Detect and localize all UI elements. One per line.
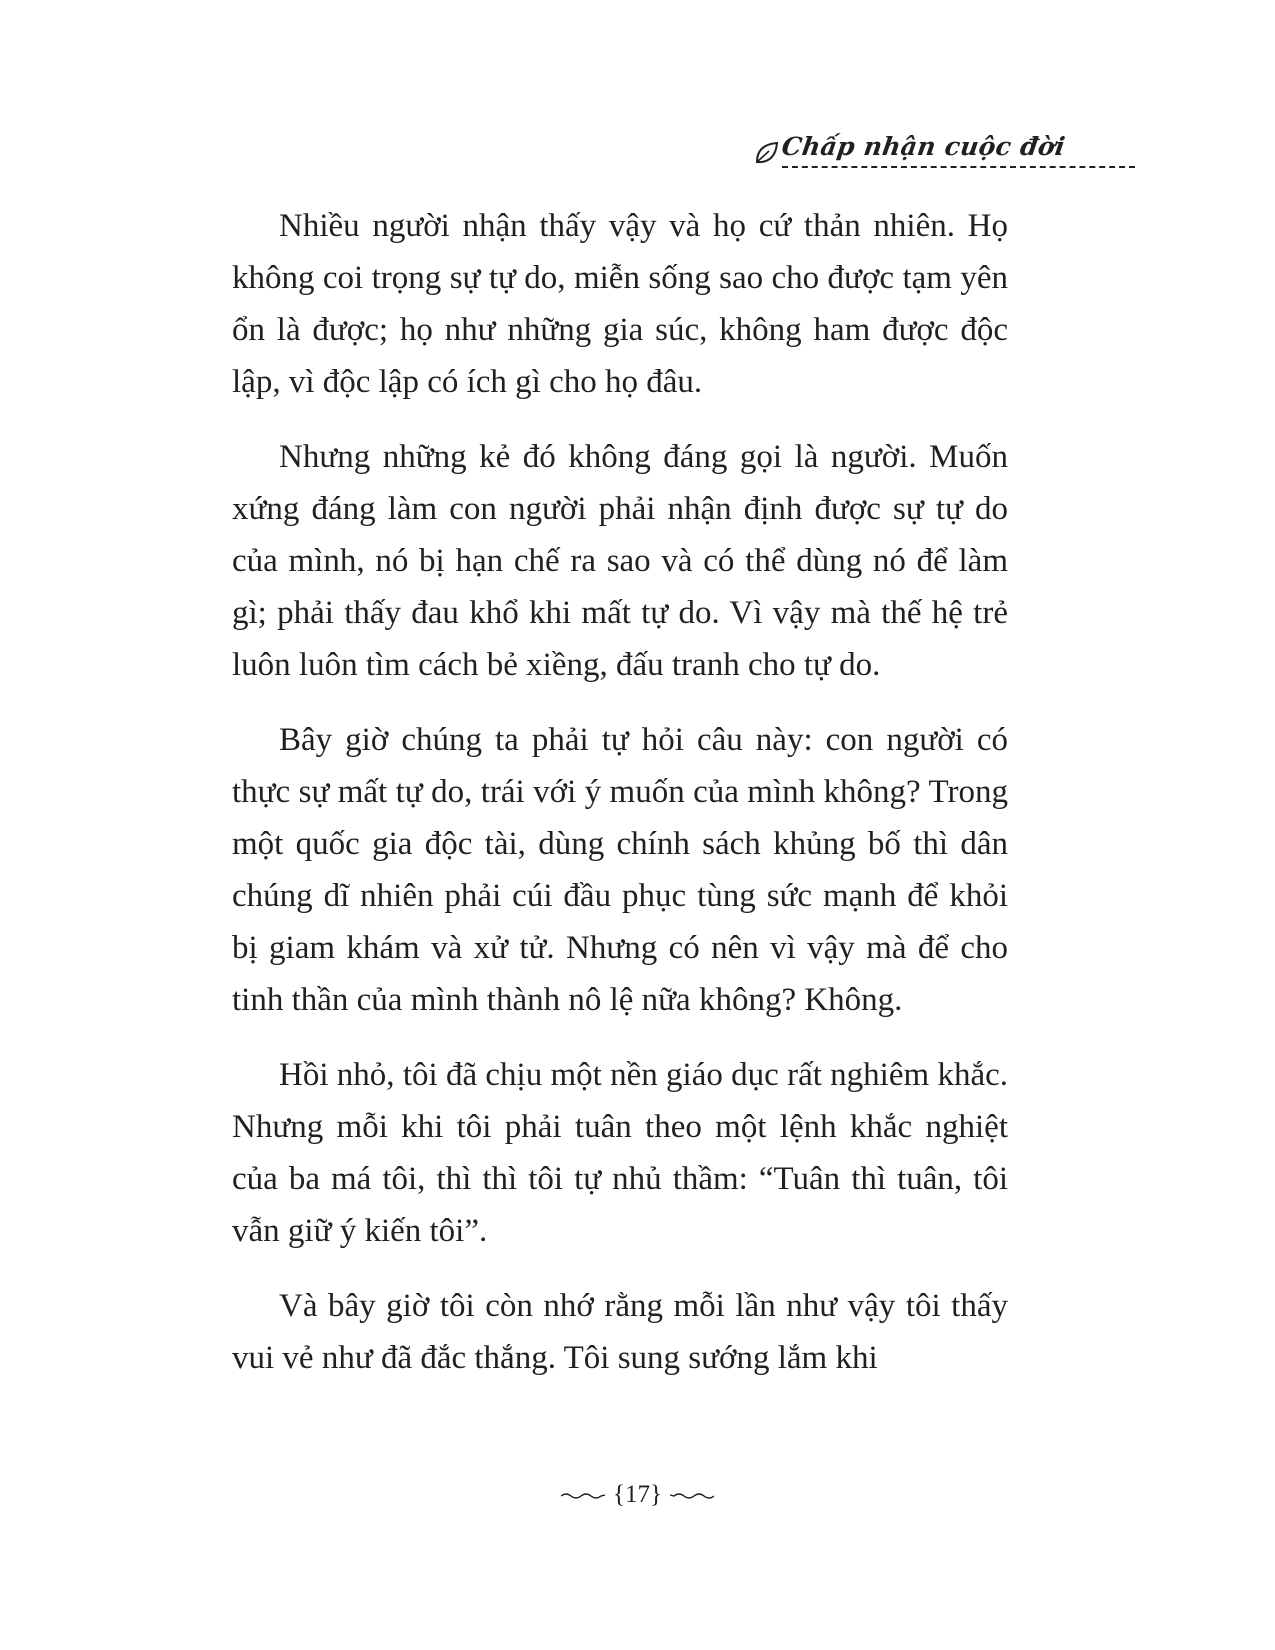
- right-flourish-ornament: [670, 1490, 714, 1500]
- page-footer: [0, 1480, 1275, 1509]
- body-text: [232, 200, 1008, 1407]
- paragraph-2: Nhưng những kẻ đó không đáng gọi là người. Muốn xứng đáng làm con người phải nhận định được sự tự do của mình, nó bị hạn chế ra sao và có thể dùng nó để làm gì; phải thấy đau khổ khi mất tự do. Vì vậy mà thế hệ trẻ luôn luôn tìm cách bẻ xiềng, đấu tranh cho tự do.: [232, 439, 1008, 683]
- paragraph-1: Nhiều người nhận thấy vậy và họ cứ thản nhiên. Họ không coi trọng sự tự do, miễn sống sao cho được tạm yên ổn là được; họ như những gia súc, không ham được độc lập, vì độc lập có ích gì cho họ đâu.: [232, 208, 1008, 400]
- paragraph-4: Hồi nhỏ, tôi đã chịu một nền giáo dục rất nghiêm khắc. Nhưng mỗi khi tôi phải tuân theo một lệnh khắc nghiệt của ba má tôi, thì thì tôi tự nhủ thầm: “Tuân thì tuân, tôi vẫn giữ ý kiến tôi”.: [232, 1057, 1008, 1249]
- paragraph-3: Bây giờ chúng ta phải tự hỏi câu này: con người có thực sự mất tự do, trái với ý muốn của mình không? Trong một quốc gia độc tài, dùng chính sách khủng bố thì dân chúng dĩ nhiên phải cúi đầu phục tùng sức mạnh để khỏi bị giam khám và xử tử. Nhưng có nên vì vậy mà để cho tinh thần của mình thành nô lệ nữa không? Không.: [232, 722, 1008, 1018]
- leaf-icon: [754, 140, 780, 166]
- running-header: [752, 128, 1135, 174]
- chapter-title: Chấp nhận cuộc đời: [779, 132, 1067, 161]
- paragraph-5: Và bây giờ tôi còn nhớ rằng mỗi lần như vậy tôi thấy vui vẻ như đã đắc thắng. Tôi sung sướng lắm khi: [232, 1288, 1008, 1376]
- header-divider: [782, 166, 1135, 168]
- page-number: {17}: [613, 1481, 662, 1509]
- left-flourish-ornament: [561, 1490, 605, 1500]
